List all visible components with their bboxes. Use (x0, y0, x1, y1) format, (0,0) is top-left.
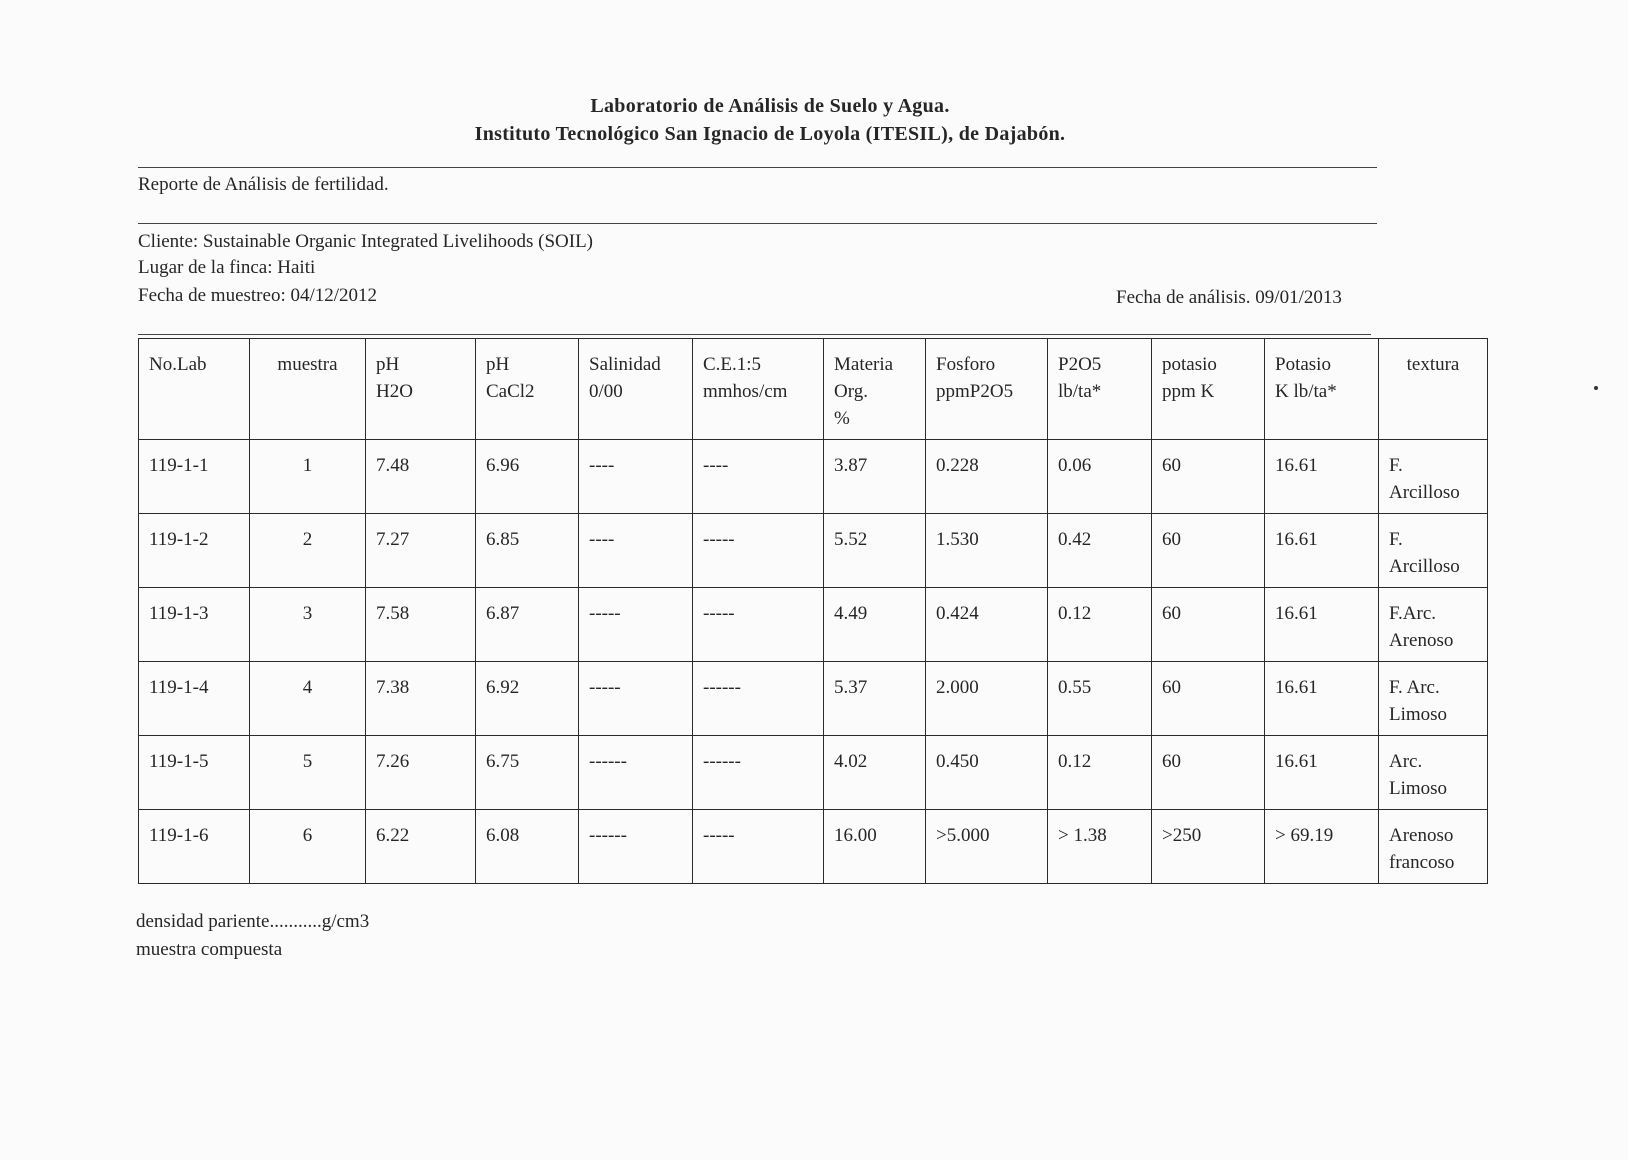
column-header-line: Org. (834, 381, 868, 402)
cell-line: Arenoso (1389, 630, 1454, 651)
table-cell-ce: ----- (693, 588, 824, 662)
column-header-line: Salinidad (589, 354, 661, 375)
table-cell-muestra: 2 (250, 514, 366, 588)
column-header-line: C.E.1:5 (703, 354, 762, 375)
column-header-line: ppm K (1162, 381, 1215, 402)
table-cell-potasio-lb: 16.61 (1265, 736, 1379, 810)
table-cell-materia-org: 4.02 (824, 736, 926, 810)
table-cell-ph-h2o: 7.27 (366, 514, 476, 588)
column-header-line: pH (376, 354, 400, 375)
column-header-line: Fosforo (936, 354, 996, 375)
table-cell-salinidad: ------ (579, 810, 693, 884)
table-cell-fosforo: 0.228 (926, 440, 1048, 514)
table-cell-nolab: 119-1-6 (139, 810, 250, 884)
table-cell-muestra: 4 (250, 662, 366, 736)
column-header-line: potasio (1162, 354, 1217, 375)
table-cell-nolab: 119-1-3 (139, 588, 250, 662)
table-cell-p2o5: 0.12 (1048, 736, 1152, 810)
table-cell-ph-cacl2: 6.08 (476, 810, 579, 884)
table-cell-textura (1379, 440, 1488, 514)
table-cell-ph-cacl2: 6.85 (476, 514, 579, 588)
table-cell-ph-h2o: 7.26 (366, 736, 476, 810)
column-header-fosforo (926, 339, 1048, 440)
table-cell-fosforo: 0.450 (926, 736, 1048, 810)
table-cell-ph-h2o: 6.22 (366, 810, 476, 884)
cell-line: Arcilloso (1389, 482, 1460, 503)
column-header-materia-org (824, 339, 926, 440)
table-cell-textura (1379, 588, 1488, 662)
table-row (139, 662, 1488, 736)
table-cell-materia-org: 5.37 (824, 662, 926, 736)
table-cell-p2o5: 0.06 (1048, 440, 1152, 514)
table-row (139, 736, 1488, 810)
table-cell-ce: ------ (693, 736, 824, 810)
table-cell-salinidad: ---- (579, 514, 693, 588)
column-header-ph-cacl2 (476, 339, 579, 440)
density-note: densidad pariente...........g/cm3 (136, 911, 370, 932)
table-cell-potasio-lb: 16.61 (1265, 588, 1379, 662)
table-cell-salinidad: ------ (579, 736, 693, 810)
scan-speck (1594, 386, 1598, 390)
table-cell-ph-h2o: 7.58 (366, 588, 476, 662)
column-header-line: Potasio (1275, 354, 1331, 375)
table-cell-textura (1379, 736, 1488, 810)
cell-line: F. (1389, 529, 1403, 550)
table-cell-materia-org: 4.49 (824, 588, 926, 662)
table-cell-muestra: 5 (250, 736, 366, 810)
column-header-line: % (834, 408, 850, 429)
composite-sample-note: muestra compuesta (136, 939, 283, 960)
column-header-line: lb/ta* (1058, 381, 1102, 402)
column-header-line: Materia (834, 354, 894, 375)
table-row (139, 440, 1488, 514)
column-header-line: ppmP2O5 (936, 381, 1014, 402)
table-cell-ce: ---- (693, 440, 824, 514)
table-cell-muestra: 6 (250, 810, 366, 884)
table-cell-potasio-ppm: 60 (1152, 440, 1265, 514)
table-cell-ph-cacl2: 6.96 (476, 440, 579, 514)
table-body (139, 440, 1488, 884)
column-header-potasio-ppm (1152, 339, 1265, 440)
table-cell-materia-org: 5.52 (824, 514, 926, 588)
table-cell-salinidad: ----- (579, 662, 693, 736)
divider-middle (138, 223, 1377, 224)
table-cell-nolab: 119-1-2 (139, 514, 250, 588)
table-cell-materia-org: 3.87 (824, 440, 926, 514)
table-cell-potasio-lb: 16.61 (1265, 514, 1379, 588)
table-cell-materia-org: 16.00 (824, 810, 926, 884)
column-header-line: 0/00 (589, 381, 623, 402)
table-cell-nolab: 119-1-5 (139, 736, 250, 810)
table-cell-fosforo: >5.000 (926, 810, 1048, 884)
divider-bottom (138, 334, 1371, 335)
footer-notes (136, 908, 369, 964)
table-cell-potasio-lb: 16.61 (1265, 662, 1379, 736)
column-header-line: textura (1406, 354, 1460, 375)
column-header-p2o5 (1048, 339, 1152, 440)
table-cell-potasio-lb: 16.61 (1265, 440, 1379, 514)
column-header-ce (693, 339, 824, 440)
table-cell-salinidad: ---- (579, 440, 693, 514)
table-header-row (139, 339, 1488, 440)
column-header-salinidad (579, 339, 693, 440)
table-cell-potasio-ppm: 60 (1152, 588, 1265, 662)
cell-line: Arenoso (1389, 825, 1454, 846)
report-title: Reporte de Análisis de fertilidad. (138, 174, 389, 195)
table-cell-muestra: 3 (250, 588, 366, 662)
table-cell-ph-cacl2: 6.92 (476, 662, 579, 736)
column-header-potasio-lb (1265, 339, 1379, 440)
table-cell-ph-cacl2: 6.75 (476, 736, 579, 810)
table-cell-nolab: 119-1-4 (139, 662, 250, 736)
column-header-line: No.Lab (149, 354, 207, 375)
column-header-nolab (139, 339, 250, 440)
table-cell-fosforo: 0.424 (926, 588, 1048, 662)
column-header-line: H2O (376, 381, 413, 402)
divider-top (138, 167, 1377, 168)
table-row (139, 588, 1488, 662)
table-cell-nolab: 119-1-1 (139, 440, 250, 514)
column-header-line: P2O5 (1058, 354, 1102, 375)
column-header-line: pH (486, 354, 510, 375)
cell-line: F. (1389, 455, 1403, 476)
table-cell-p2o5: 0.12 (1048, 588, 1152, 662)
cell-line: Limoso (1389, 704, 1448, 725)
table-cell-p2o5: 0.55 (1048, 662, 1152, 736)
farm-location: Lugar de la finca: Haiti (138, 257, 316, 278)
cell-line: Limoso (1389, 778, 1448, 799)
table-cell-potasio-ppm: 60 (1152, 736, 1265, 810)
table-cell-p2o5: > 1.38 (1048, 810, 1152, 884)
column-header-line: mmhos/cm (703, 381, 788, 402)
cell-line: F. Arc. (1389, 677, 1440, 698)
table-cell-ph-cacl2: 6.87 (476, 588, 579, 662)
lab-header (0, 92, 1540, 148)
client-name: Cliente: Sustainable Organic Integrated Livelihoods (SOIL) (138, 231, 594, 252)
table-cell-textura (1379, 514, 1488, 588)
column-header-line: muestra (277, 354, 338, 375)
lab-name: Laboratorio de Análisis de Suelo y Agua. (590, 95, 950, 117)
sampling-date: Fecha de muestreo: 04/12/2012 (138, 285, 378, 306)
column-header-line: K lb/ta* (1275, 381, 1337, 402)
table-cell-fosforo: 1.530 (926, 514, 1048, 588)
column-header-ph-h2o (366, 339, 476, 440)
table-cell-salinidad: ----- (579, 588, 693, 662)
table-cell-textura (1379, 810, 1488, 884)
table-cell-fosforo: 2.000 (926, 662, 1048, 736)
analysis-date: Fecha de análisis. 09/01/2013 (1116, 287, 1342, 308)
table-cell-potasio-lb: > 69.19 (1265, 810, 1379, 884)
column-header-line: CaCl2 (486, 381, 535, 402)
cell-line: F.Arc. (1389, 603, 1437, 624)
table-row (139, 514, 1488, 588)
column-header-textura (1379, 339, 1488, 440)
cell-line: francoso (1389, 852, 1455, 873)
cell-line: Arc. (1389, 751, 1423, 772)
table-cell-textura (1379, 662, 1488, 736)
table-cell-potasio-ppm: 60 (1152, 662, 1265, 736)
table-cell-ce: ----- (693, 810, 824, 884)
institute-name: Instituto Tecnológico San Ignacio de Loyola (ITESIL), de Dajabón. (474, 123, 1066, 145)
table-cell-muestra: 1 (250, 440, 366, 514)
table-cell-ph-h2o: 7.38 (366, 662, 476, 736)
table-row (139, 810, 1488, 884)
table-cell-potasio-ppm: 60 (1152, 514, 1265, 588)
column-header-muestra (250, 339, 366, 440)
table-cell-ce: ----- (693, 514, 824, 588)
table-cell-ce: ------ (693, 662, 824, 736)
fertility-table (138, 338, 1488, 884)
table-cell-p2o5: 0.42 (1048, 514, 1152, 588)
table-cell-ph-h2o: 7.48 (366, 440, 476, 514)
cell-line: Arcilloso (1389, 556, 1460, 577)
table-cell-potasio-ppm: >250 (1152, 810, 1265, 884)
